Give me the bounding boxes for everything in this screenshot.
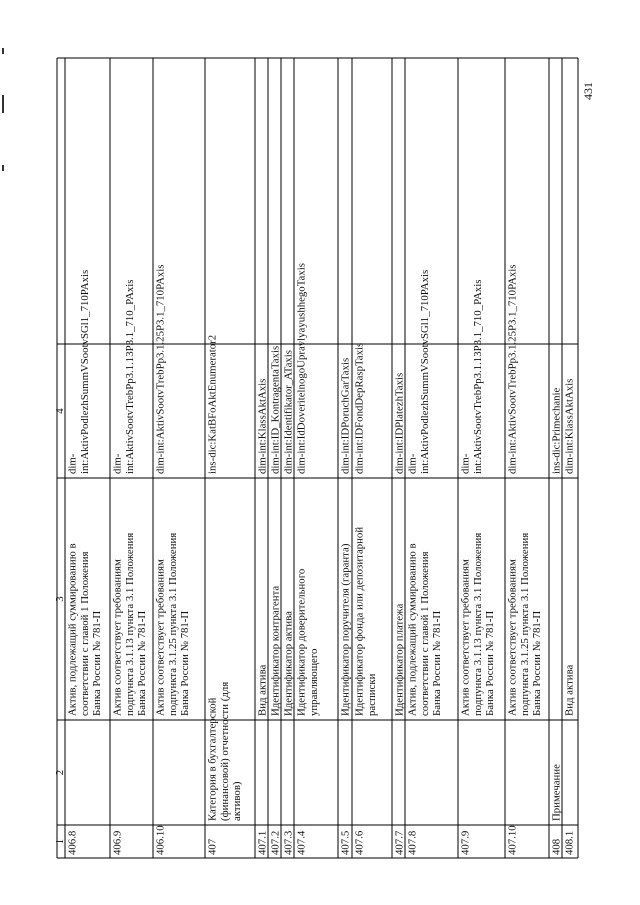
- taxonomy-code: dim-: [406, 453, 419, 474]
- taxonomy-code: dim-int:AktivSootvTrebPp3.1.25P3.1_710PAxis: [154, 264, 167, 474]
- row-number: 407.7: [393, 830, 406, 855]
- header-col-4: 4: [54, 408, 67, 414]
- description-text: соответствии с главой 1 Положения: [78, 551, 91, 716]
- row-number: 407.3: [282, 830, 295, 855]
- description-text: Банка России № 781-П: [531, 610, 544, 716]
- taxonomy-code: int:AktivSootvTrebPp3.1.13P3.1_710_PAxis: [471, 279, 484, 474]
- taxonomy-code: dim-int:IDPlatezhTaxis: [393, 372, 406, 474]
- row-number: 406.10: [154, 825, 167, 855]
- header-col-3: 3: [54, 596, 67, 602]
- row-number: 407.9: [459, 830, 472, 855]
- header-col-2: 2: [54, 769, 67, 776]
- header-col-1: 1: [54, 838, 67, 845]
- row-number: 408.1: [563, 830, 576, 855]
- category-text: (финансовой) отчетности (для: [218, 681, 231, 821]
- description-text: Актив соответствует требованиям: [154, 559, 167, 716]
- description-text: Идентификатор доверительного: [295, 568, 308, 716]
- description-text: Актив соответствует требованиям: [111, 559, 124, 716]
- taxonomy-code: dim-int:ID_KontragentaTaxis: [269, 345, 282, 474]
- description-text: подпункта 3.1.25 пункта 3.1 Положения: [518, 532, 531, 716]
- data-table: [54, 58, 578, 858]
- taxonomy-code: dim-int:KlassAktAxis: [563, 378, 576, 474]
- taxonomy-code: dim-int:IDPoruchGarTaxis: [339, 357, 352, 474]
- description-text: Идентификатор фонда или депозитарной: [353, 526, 366, 716]
- taxonomy-code: int:AktivSootvTrebPp3.1.13P3.1_710_PAxis: [123, 279, 136, 474]
- row-number: 407.5: [339, 830, 352, 855]
- category-text: Категория в бухгалтерской: [206, 697, 219, 821]
- taxonomy-code: ins-dic:KatBFoAktEnumerator2: [206, 334, 219, 474]
- page-number: 431: [581, 82, 595, 100]
- row-number: 408: [550, 838, 563, 855]
- taxonomy-code: dim-int:IdDoveritelnogoUpravlyayushhegoTaxis: [295, 263, 308, 474]
- description-text: Идентификатор актива: [282, 611, 295, 716]
- description-text: Банка России № 781-П: [484, 610, 497, 716]
- description-text: Идентификатор поручителя (гаранта): [339, 543, 352, 716]
- description-text: управляющего: [307, 648, 320, 716]
- description-text: Актив, подлежащий суммированию в: [406, 543, 419, 716]
- description-text: Банка России № 781-П: [179, 610, 192, 716]
- row-number: 407.4: [295, 830, 308, 855]
- taxonomy-code: dim-: [111, 453, 124, 474]
- description-text: Идентификатор контрагента: [269, 585, 282, 716]
- row-number: 406.9: [111, 830, 124, 855]
- description-text: Вид актива: [563, 664, 576, 716]
- taxonomy-code: dim-int:IDFondDepRaspTaxis: [353, 342, 366, 474]
- description-text: расписки: [365, 673, 378, 716]
- row-number: 407.2: [269, 830, 282, 855]
- description-text: Идентификатор платежа: [393, 603, 406, 716]
- row-number: 407.10: [506, 825, 519, 855]
- description-text: соответствии с главой 1 Положения: [418, 551, 431, 716]
- row-number: 407: [206, 838, 219, 855]
- description-text: Банка России № 781-П: [91, 610, 104, 716]
- taxonomy-code: int:AktivPodlezhSummVSootvSGl1_710PAxis: [418, 269, 431, 474]
- description-text: Актив, подлежащий суммированию в: [66, 543, 79, 716]
- taxonomy-code: dim-int:AktivSootvTrebPp3.1.25P3.1_710PAxis: [506, 264, 519, 474]
- taxonomy-code: int:AktivPodlezhSummVSootvSGl1_710PAxis: [78, 269, 91, 474]
- description-text: подпункта 3.1.13 пункта 3.1 Положения: [123, 532, 136, 716]
- description-text: Актив соответствует требованиям: [506, 559, 519, 716]
- description-text: Банка России № 781-П: [431, 610, 444, 716]
- taxonomy-code: dim-: [459, 453, 472, 474]
- category-text: активов): [231, 781, 244, 821]
- taxonomy-code: dim-int:Identifikator_ATaxis: [282, 350, 295, 474]
- row-number: 407.1: [256, 830, 269, 855]
- description-text: Актив соответствует требованиям: [459, 559, 472, 716]
- category-text: Примечание: [550, 764, 563, 821]
- taxonomy-code: dim-: [66, 453, 79, 474]
- taxonomy-code: ins-dic:Primechanie: [550, 387, 563, 474]
- description-text: Банка России № 781-П: [136, 610, 149, 716]
- description-text: подпункта 3.1.25 пункта 3.1 Положения: [166, 532, 179, 716]
- description-text: подпункта 3.1.13 пункта 3.1 Положения: [471, 532, 484, 716]
- description-text: Вид актива: [256, 664, 269, 716]
- taxonomy-code: dim-int:KlassAktAxis: [256, 378, 269, 474]
- row-number: 407.6: [353, 830, 366, 855]
- row-number: 406.8: [66, 830, 79, 855]
- row-number: 407.8: [406, 830, 419, 855]
